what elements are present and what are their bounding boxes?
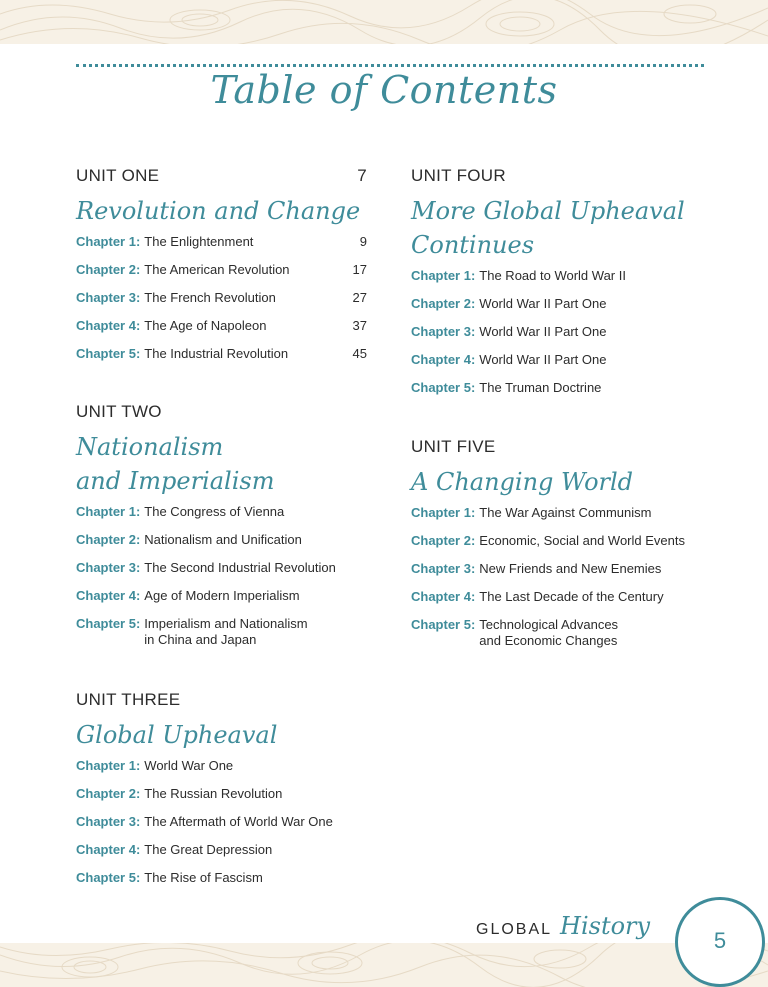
- chapter-list: [76, 234, 367, 374]
- chapter-item: [76, 346, 367, 374]
- chapter-list: [411, 505, 701, 661]
- unit-title: [76, 718, 367, 752]
- chapter-label: Chapter 5:: [76, 616, 141, 631]
- brand-script: History: [560, 912, 651, 940]
- unit-title: [411, 465, 701, 499]
- page-number: 5: [713, 928, 727, 953]
- unit-label: UNIT ONE: [76, 166, 160, 185]
- chapter-title: The Last Decade of the Century: [479, 589, 664, 604]
- chapter-item: [76, 560, 367, 588]
- chapter-title: World War II Part One: [479, 296, 607, 311]
- chapter-label: Chapter 5:: [76, 870, 141, 885]
- chapter-label: Chapter 4:: [76, 842, 141, 857]
- chapter-label: Chapter 2:: [411, 533, 476, 548]
- chapter-title: [144, 616, 367, 648]
- chapter-title: Economic, Social and World Events: [479, 533, 685, 548]
- chapter-item: [76, 532, 367, 560]
- chapter-title: [479, 617, 701, 649]
- chapter-item: [76, 758, 367, 786]
- unit-header: [411, 437, 701, 459]
- chapter-item: [76, 262, 367, 290]
- unit-title-line: Revolution and Change: [76, 197, 361, 225]
- chapter-label: Chapter 4:: [76, 588, 141, 603]
- chapter-title: The American Revolution: [144, 262, 290, 277]
- unit-label: UNIT TWO: [76, 402, 162, 421]
- chapter-item: [76, 616, 367, 660]
- chapter-title: World War II Part One: [479, 324, 607, 339]
- unit-label: UNIT FIVE: [411, 437, 496, 456]
- chapter-item: [411, 324, 701, 352]
- chapter-item: [411, 505, 701, 533]
- chapter-item: [76, 588, 367, 616]
- page-number-badge: [675, 897, 765, 987]
- chapter-item: [411, 533, 701, 561]
- chapter-page-number: 9: [359, 234, 367, 249]
- chapter-title: The Age of Napoleon: [144, 318, 267, 333]
- chapter-page-number: 27: [352, 290, 367, 305]
- unit-header: [76, 690, 367, 712]
- chapter-title: The Great Depression: [144, 842, 273, 857]
- chapter-label: Chapter 2:: [76, 532, 141, 547]
- chapter-title: New Friends and New Enemies: [479, 561, 662, 576]
- chapter-title: The Rise of Fascism: [144, 870, 263, 885]
- chapter-item: [76, 318, 367, 346]
- chapter-page-number: 17: [352, 262, 367, 277]
- chapter-title: World War One: [144, 758, 234, 773]
- brand-word: GLOBAL: [476, 921, 553, 938]
- chapter-title: World War II Part One: [479, 352, 607, 367]
- unit-label: UNIT THREE: [76, 690, 181, 709]
- chapter-page-number: 45: [352, 346, 367, 361]
- chapter-label: Chapter 2:: [411, 296, 476, 311]
- chapter-title: The Enlightenment: [144, 234, 254, 249]
- chapter-title: The Congress of Vienna: [144, 504, 285, 519]
- unit-title-line: Nationalism: [76, 433, 224, 461]
- chapter-label: Chapter 3:: [76, 560, 141, 575]
- unit-two: [76, 402, 367, 660]
- chapter-item: [411, 296, 701, 324]
- unit-header: [411, 166, 701, 188]
- chapter-item: [76, 842, 367, 870]
- chapter-title: The Road to World War II: [479, 268, 626, 283]
- chapter-title: The Truman Doctrine: [479, 380, 602, 395]
- chapter-label: Chapter 5:: [76, 346, 141, 361]
- chapter-title-line: Imperialism and Nationalism: [144, 616, 308, 631]
- chapter-list: [411, 268, 701, 408]
- unit-title-line: Continues: [411, 231, 535, 259]
- chapter-label: Chapter 1:: [76, 758, 141, 773]
- unit-title-line: A Changing World: [411, 468, 634, 496]
- chapter-title: Nationalism and Unification: [144, 532, 302, 547]
- unit-header: [76, 166, 367, 188]
- chapter-item: [411, 268, 701, 296]
- chapter-list: [76, 758, 367, 898]
- chapter-title-line: and Economic Changes: [479, 633, 618, 648]
- chapter-title: The Industrial Revolution: [144, 346, 289, 361]
- chapter-title-line: in China and Japan: [144, 632, 257, 647]
- page-title: Table of Contents: [210, 68, 558, 112]
- chapter-title: Age of Modern Imperialism: [144, 588, 300, 603]
- chapter-title: The French Revolution: [144, 290, 276, 305]
- chapter-label: Chapter 2:: [76, 786, 141, 801]
- chapter-label: Chapter 4:: [411, 352, 476, 367]
- chapter-item: [411, 352, 701, 380]
- footer-brand: [476, 912, 650, 940]
- chapter-title-line: Technological Advances: [479, 617, 619, 632]
- chapter-label: Chapter 1:: [411, 268, 476, 283]
- chapter-title: The Aftermath of World War One: [144, 814, 333, 829]
- unit-title: [76, 194, 367, 228]
- chapter-label: Chapter 5:: [411, 617, 476, 632]
- chapter-label: Chapter 3:: [411, 561, 476, 576]
- chapter-title: The Second Industrial Revolution: [144, 560, 336, 575]
- chapter-label: Chapter 3:: [76, 290, 141, 305]
- decorative-band-top: [0, 0, 768, 44]
- unit-title: [76, 430, 367, 498]
- chapter-label: Chapter 1:: [411, 505, 476, 520]
- topographic-pattern-bottom: [0, 943, 768, 987]
- unit-title-line: and Imperialism: [76, 467, 275, 495]
- unit-three: [76, 690, 367, 898]
- title-dotted-rule: [76, 64, 704, 67]
- unit-label: UNIT FOUR: [411, 166, 506, 185]
- chapter-item: [76, 870, 367, 898]
- chapter-item: [411, 589, 701, 617]
- chapter-label: Chapter 2:: [76, 262, 141, 277]
- chapter-title: The Russian Revolution: [144, 786, 283, 801]
- chapter-label: Chapter 5:: [411, 380, 476, 395]
- chapter-item: [411, 617, 701, 661]
- unit-five: [411, 437, 701, 661]
- chapter-item: [76, 290, 367, 318]
- chapter-title: The War Against Communism: [479, 505, 652, 520]
- chapter-label: Chapter 1:: [76, 504, 141, 519]
- chapter-list: [76, 504, 367, 660]
- unit-title-line: Global Upheaval: [76, 721, 278, 749]
- unit-header: [76, 402, 367, 424]
- chapter-item: [76, 814, 367, 842]
- unit-one: [76, 166, 367, 374]
- chapter-label: Chapter 3:: [76, 814, 141, 829]
- unit-title: [411, 194, 701, 262]
- unit-page-number: 7: [357, 166, 367, 185]
- chapter-item: [411, 561, 701, 589]
- unit-four: [411, 166, 701, 408]
- decorative-band-bottom: [0, 943, 768, 987]
- chapter-item: [76, 504, 367, 532]
- chapter-label: Chapter 1:: [76, 234, 141, 249]
- topographic-pattern-top: [0, 0, 768, 44]
- chapter-item: [411, 380, 701, 408]
- unit-title-line: More Global Upheaval: [411, 197, 685, 225]
- chapter-label: Chapter 4:: [76, 318, 141, 333]
- chapter-label: Chapter 3:: [411, 324, 476, 339]
- chapter-item: [76, 234, 367, 262]
- chapter-page-number: 37: [352, 318, 367, 333]
- chapter-item: [76, 786, 367, 814]
- chapter-label: Chapter 4:: [411, 589, 476, 604]
